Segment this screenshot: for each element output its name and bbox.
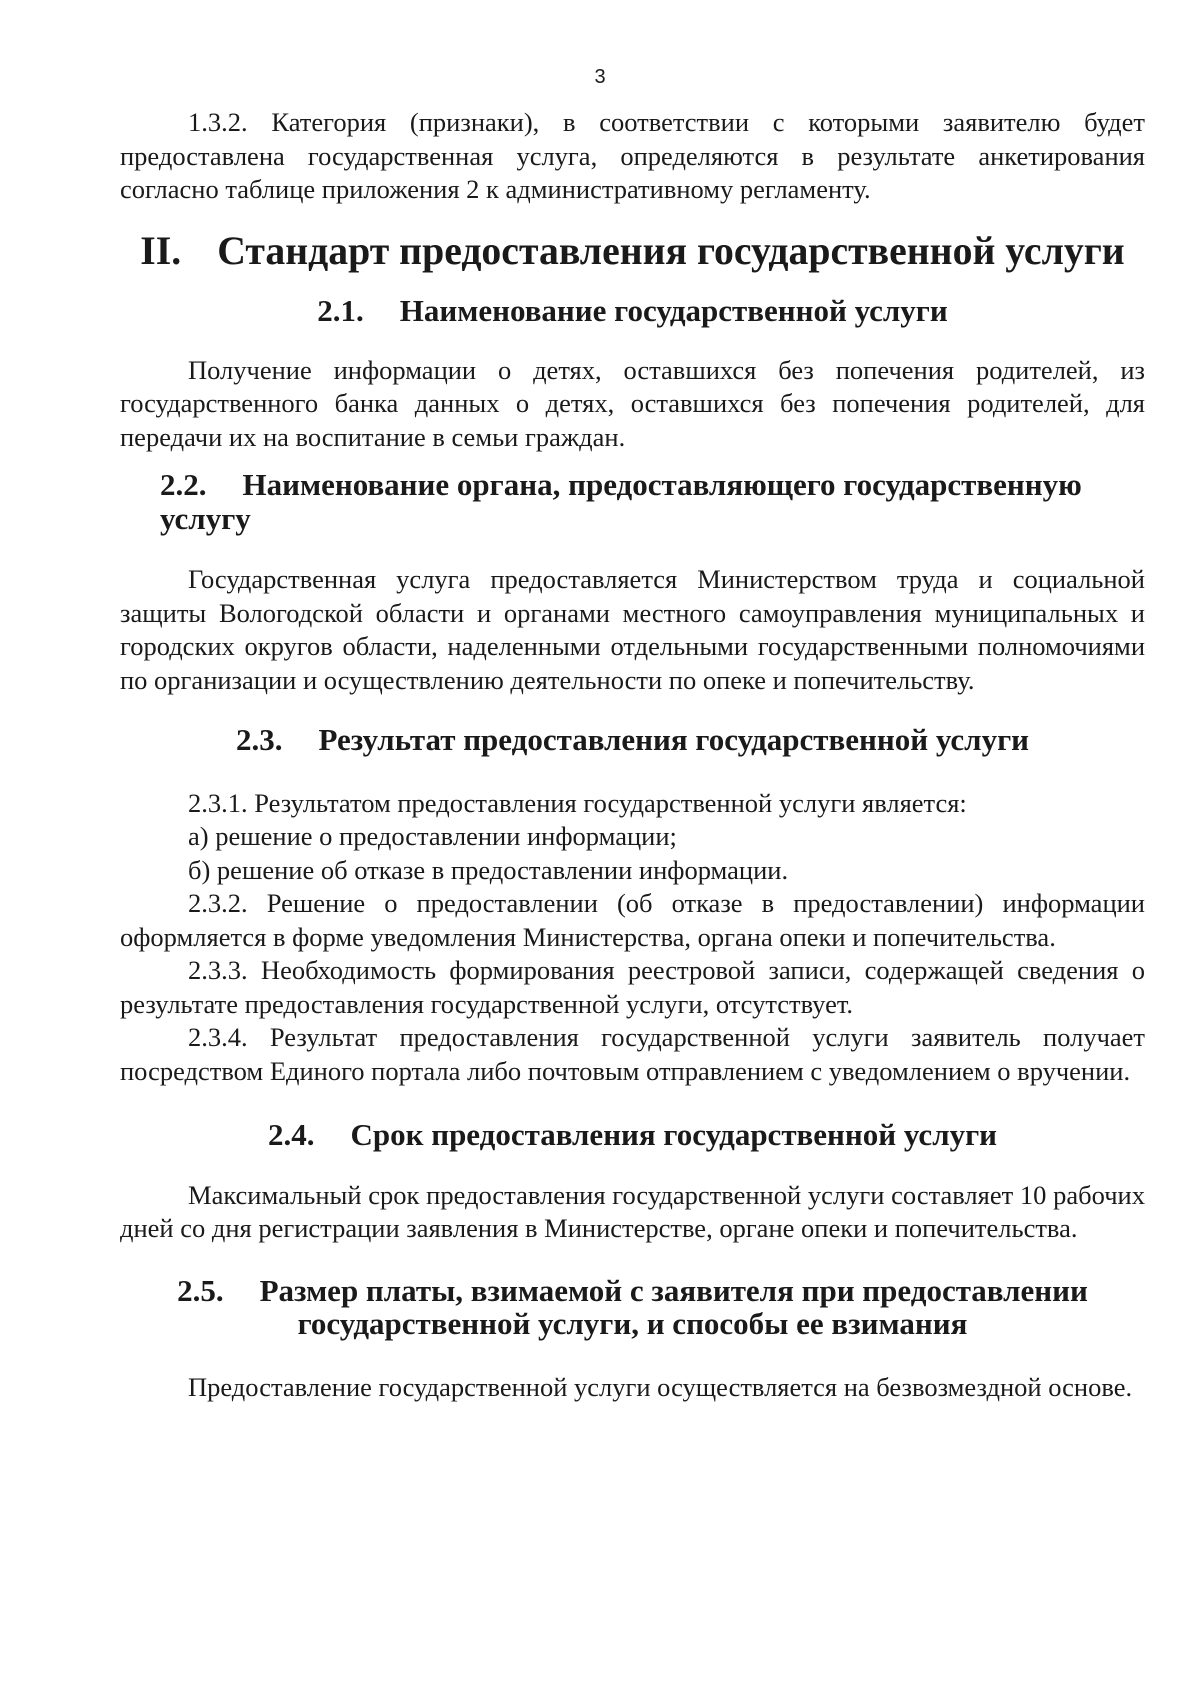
section-number: 2.3. xyxy=(235,722,283,757)
page-number: 3 xyxy=(594,66,606,88)
section-number: II. xyxy=(140,228,182,273)
section-heading-2-1 xyxy=(120,294,1145,328)
section-heading-II xyxy=(120,228,1145,273)
paragraph-2-1: Получение информации о детях, оставшихся без попечения родителей, из государственного банка данных о детях, оставшихся без попечения родителей, для передачи их на воспитание в семьи граждан. xyxy=(120,354,1145,452)
list-item-b: б) решение об отказе в предоставлении информации. xyxy=(188,854,789,885)
paragraph-2-3-1: 2.3.1. Результатом предоставления государственной услуги является: xyxy=(188,787,967,818)
section-heading-2-5 xyxy=(120,1274,1145,1341)
section-title: Наименование государственной услуги xyxy=(399,293,948,328)
section-heading-2-2 xyxy=(120,468,1145,535)
paragraph-2-4: Максимальный срок предоставления государственной услуги составляет 10 рабочих дней со дня регистрации заявления в Министерстве, органе опеки и попечительства. xyxy=(120,1179,1145,1243)
section-title-line-2: государственной услуги, и способы ее взимания xyxy=(297,1306,968,1341)
paragraph-2-3-2: 2.3.2. Решение о предоставлении (об отказе в предоставлении) информации оформляется в форме уведомления Министерства, органа опеки и попечительства. xyxy=(120,888,1145,952)
list-item-a: а) решение о предоставлении информации; xyxy=(188,821,677,851)
paragraph-2-5: Предоставление государственной услуги осуществляется на безвозмездной основе. xyxy=(188,1371,1133,1402)
section-title: Срок предоставления государственной услуги xyxy=(350,1117,998,1152)
paragraph-2-3-3: 2.3.3. Необходимость формирования реестровой записи, содержащей сведения о результате предоставления государственной услуги, отсутствует. xyxy=(120,955,1145,1019)
paragraph-2-2: Государственная услуга предоставляется Министерством труда и социальной защиты Вологодской области и органами местного самоуправления муниципальных и городских округов области, наделенными отдельными государственными полномочиями по организации и осуществлению деятельности по опеке и попечительству. xyxy=(120,564,1145,695)
section-number: 2.1. xyxy=(317,293,364,328)
section-number: 2.5. xyxy=(177,1272,224,1308)
section-number: 2.4. xyxy=(267,1117,315,1152)
section-title: Стандарт предоставления государственной услуги xyxy=(217,228,1125,273)
section-title: Наименование органа, предоставляющего государственную услугу xyxy=(160,467,1082,536)
paragraph-1-3-2: 1.3.2. Категория (признаки), в соответствии с которыми заявителю будет предоставлена государственная услуга, определяются в результате анкетирования согласно таблице приложения 2 к административному регламенту. xyxy=(120,107,1145,204)
section-title-line-1: Размер платы, взимаемой с заявителя при предоставлении xyxy=(259,1272,1088,1308)
section-title: Результат предоставления государственной услуги xyxy=(318,722,1030,757)
section-number: 2.2. xyxy=(160,467,207,502)
paragraph-2-3-4: 2.3.4. Результат предоставления государственной услуги заявитель получает посредством Единого портала либо почтовым отправлением с уведомлением о вручении. xyxy=(120,1022,1145,1086)
section-heading-2-4 xyxy=(120,1118,1145,1152)
document-body xyxy=(120,106,1145,1404)
section-heading-2-3 xyxy=(120,723,1145,757)
